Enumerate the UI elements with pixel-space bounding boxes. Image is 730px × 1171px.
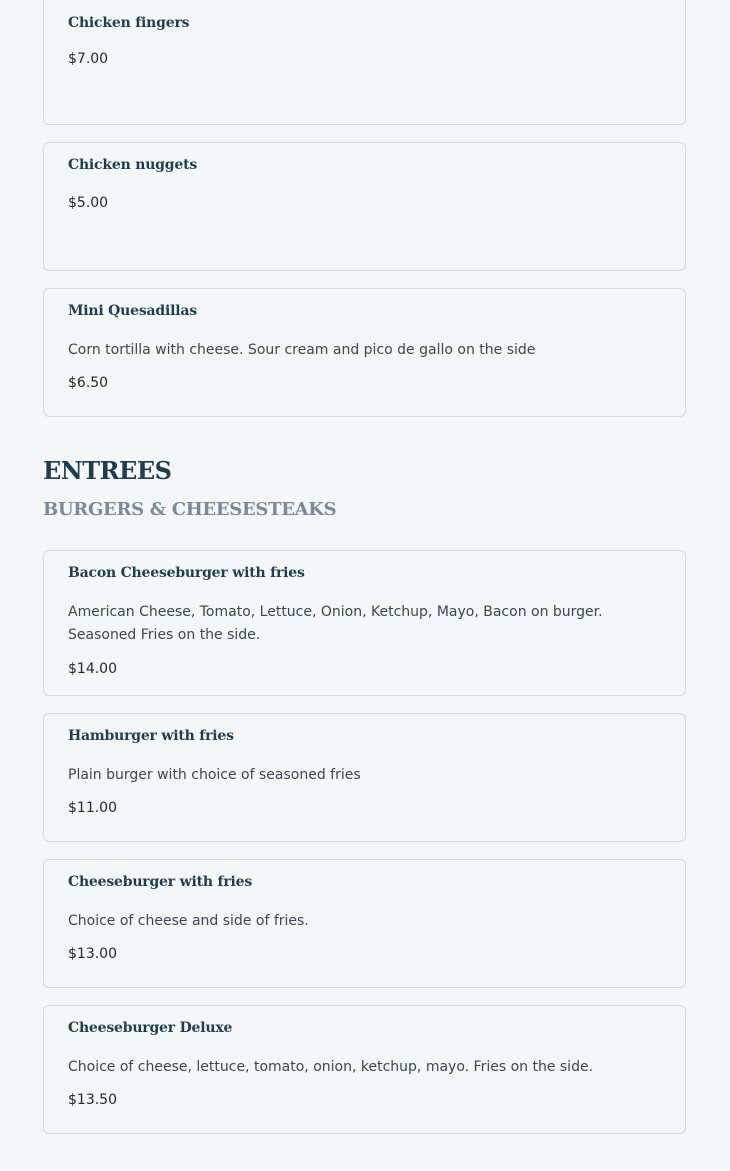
menu-item-price: $13.00	[68, 946, 117, 962]
menu-item-description: Corn tortilla with cheese. Sour cream and pico de gallo on the side	[68, 342, 536, 358]
menu-item-card[interactable]	[43, 713, 686, 842]
menu-item-card[interactable]	[43, 859, 686, 988]
menu-item-name: Chicken nuggets	[68, 157, 198, 173]
menu-item-price: $7.00	[68, 51, 109, 67]
menu-item-name: Mini Quesadillas	[68, 303, 197, 319]
section-title: ENTREES	[43, 456, 172, 485]
menu-item-card[interactable]	[43, 0, 686, 125]
menu-item-card[interactable]	[43, 142, 686, 271]
menu-item-price: $11.00	[68, 800, 117, 816]
menu-item-name: Bacon Cheeseburger with fries	[68, 565, 305, 581]
menu-item-name: Cheeseburger with fries	[68, 874, 253, 890]
menu-item-description: Choice of cheese, lettuce, tomato, onion, ketchup, mayo. Fries on the side.	[68, 1059, 594, 1075]
menu-item-price: $13.50	[68, 1092, 117, 1108]
menu-item-name: Cheeseburger Deluxe	[68, 1020, 233, 1036]
menu-item-price: $14.00	[68, 661, 117, 677]
menu-item-description: Choice of cheese and side of fries.	[68, 913, 309, 929]
menu-item-name: Hamburger with fries	[68, 728, 234, 744]
menu-item-description: Plain burger with choice of seasoned fries	[68, 767, 361, 783]
menu-item-price: $6.50	[68, 375, 109, 391]
menu-item-card[interactable]	[43, 1005, 686, 1134]
menu-item-name: Chicken fingers	[68, 15, 190, 31]
menu-item-card[interactable]	[43, 288, 686, 417]
menu-item-card[interactable]	[43, 550, 686, 696]
menu-item-price: $5.00	[68, 195, 109, 211]
section-subtitle: BURGERS & CHEESESTEAKS	[43, 499, 337, 520]
menu-item-description: American Cheese, Tomato, Lettuce, Onion, Ketchup, Mayo, Bacon on burger. Seasoned Fries on the side.	[68, 604, 603, 643]
